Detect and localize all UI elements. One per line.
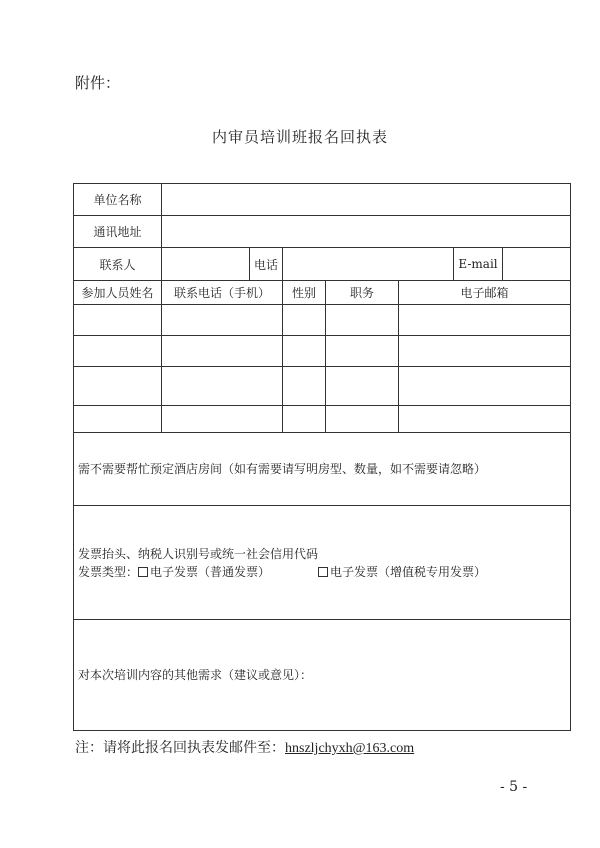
participant-position-cell[interactable]	[326, 406, 399, 433]
registration-form-table	[73, 183, 571, 731]
participant-gender-cell[interactable]	[283, 367, 326, 406]
phone-label: 电话	[250, 248, 283, 281]
participant-position-cell[interactable]	[326, 367, 399, 406]
unit-name-label: 单位名称	[74, 184, 162, 216]
phone-field[interactable]	[283, 248, 454, 281]
address-row	[74, 216, 571, 248]
participant-email-cell[interactable]	[399, 406, 571, 433]
contact-field[interactable]	[162, 248, 250, 281]
footer-email-link[interactable]: hnszljchyxh@163.com	[285, 741, 415, 756]
address-field[interactable]	[162, 216, 571, 248]
invoice-type-label: 发票类型：	[78, 564, 139, 579]
participant-name-cell[interactable]	[74, 305, 162, 336]
participants-header-row	[74, 281, 571, 305]
participant-mobile-cell[interactable]	[162, 406, 283, 433]
participant-email-cell[interactable]	[399, 367, 571, 406]
participant-gender-cell[interactable]	[283, 336, 326, 367]
footer-note-prefix: 注：请将此报名回执表发邮件至：	[75, 740, 285, 756]
unit-name-field[interactable]	[162, 184, 571, 216]
invoice-option-1-checkbox[interactable]	[138, 567, 148, 577]
header-mobile: 联系电话（手机）	[162, 281, 283, 305]
participant-gender-cell[interactable]	[283, 305, 326, 336]
header-name: 参加人员姓名	[74, 281, 162, 305]
hotel-label: 需不需要帮忙预定酒店房间（如有需要请写明房型、数量，如不需要请忽略）	[78, 462, 487, 476]
form-title: 内审员培训班报名回执表	[211, 128, 388, 146]
email-field[interactable]	[503, 248, 571, 281]
participant-mobile-cell[interactable]	[162, 367, 283, 406]
participant-position-cell[interactable]	[326, 336, 399, 367]
participant-row	[74, 336, 571, 367]
participant-name-cell[interactable]	[74, 367, 162, 406]
address-label: 通讯地址	[74, 216, 162, 248]
unit-name-row	[74, 184, 571, 216]
participant-name-cell[interactable]	[74, 336, 162, 367]
hotel-cell[interactable]	[74, 433, 571, 506]
participant-position-cell[interactable]	[326, 305, 399, 336]
invoice-option-2-label: 电子发票（增值税专用发票）	[330, 564, 487, 579]
participant-name-cell[interactable]	[74, 406, 162, 433]
other-needs-cell[interactable]	[74, 620, 571, 731]
footer-note	[75, 737, 414, 757]
page-number: - 5 -	[500, 779, 528, 795]
participant-row	[74, 367, 571, 406]
header-gender: 性别	[283, 281, 326, 305]
contact-row	[74, 248, 571, 281]
header-position: 职务	[326, 281, 399, 305]
participant-mobile-cell[interactable]	[162, 305, 283, 336]
invoice-row	[74, 506, 571, 620]
invoice-title-label: 发票抬头、纳税人识别号或统一社会信用代码	[78, 546, 319, 561]
participant-row	[74, 406, 571, 433]
participant-row	[74, 305, 571, 336]
invoice-option-2-checkbox[interactable]	[318, 567, 328, 577]
email-label: E-mail	[454, 248, 503, 281]
other-needs-row	[74, 620, 571, 731]
other-needs-label: 对本次培训内容的其他需求（建议或意见）：	[78, 668, 313, 682]
invoice-cell	[74, 506, 571, 620]
invoice-option-1-label: 电子发票（普通发票）	[150, 564, 271, 579]
contact-label: 联系人	[74, 248, 162, 281]
invoice-type-line	[78, 563, 566, 581]
participant-email-cell[interactable]	[399, 305, 571, 336]
participant-gender-cell[interactable]	[283, 406, 326, 433]
header-email: 电子邮箱	[399, 281, 571, 305]
hotel-row	[74, 433, 571, 506]
participant-mobile-cell[interactable]	[162, 336, 283, 367]
participant-email-cell[interactable]	[399, 336, 571, 367]
attachment-label: 附件：	[75, 74, 121, 92]
